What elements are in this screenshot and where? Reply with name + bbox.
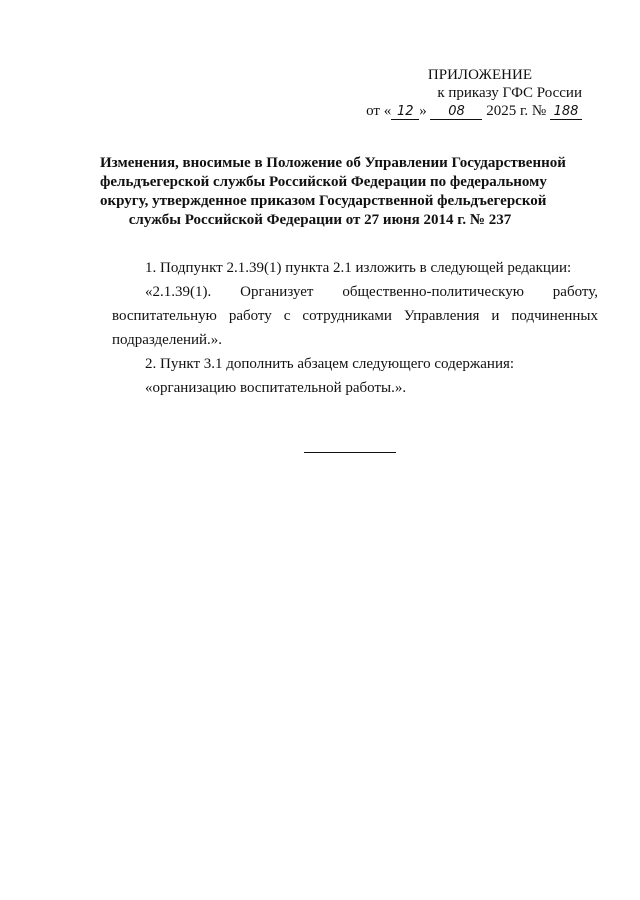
document-body (112, 256, 598, 400)
paragraph-2-line-2: воспитательную работу с сотрудниками Управления и подчиненных (112, 308, 598, 324)
paragraph-1: 1. Подпункт 2.1.39(1) пункта 2.1 изложить в следующей редакции: (145, 260, 572, 276)
handwritten-day: 12 (391, 105, 419, 120)
year-and-number-label: 2025 г. № (486, 103, 547, 119)
handwritten-month: 08 (430, 105, 482, 120)
appendix-order-ref: к приказу ГФС России (437, 85, 582, 101)
paragraph-4: «организацию воспитательной работы.». (145, 380, 407, 396)
paragraph-3: 2. Пункт 3.1 дополнить абзацем следующего содержания: (145, 356, 515, 372)
appendix-date-line (366, 102, 582, 120)
heading-line: Изменения, вносимые в Положение об Управлении Государственной (100, 155, 566, 171)
end-divider-line (304, 452, 396, 453)
heading-line: округу, утвержденное приказом Государственной фельдъегерской (100, 193, 547, 209)
paragraph-2-line-1: «2.1.39(1). Организует общественно-политическую работу, (145, 284, 598, 300)
appendix-header (366, 66, 582, 120)
document-heading (100, 154, 566, 230)
heading-line: фельдъегерской службы Российской Федерации по федеральному (100, 174, 547, 190)
appendix-title: ПРИЛОЖЕНИЕ (427, 67, 532, 83)
date-mid: » (419, 103, 427, 119)
date-prefix: от « (366, 103, 392, 119)
paragraph-2-line-3: подразделений.». (112, 332, 223, 348)
heading-line: службы Российской Федерации от 27 июня 2014 г. № 237 (128, 212, 512, 228)
handwritten-order-number: 188 (550, 105, 582, 120)
